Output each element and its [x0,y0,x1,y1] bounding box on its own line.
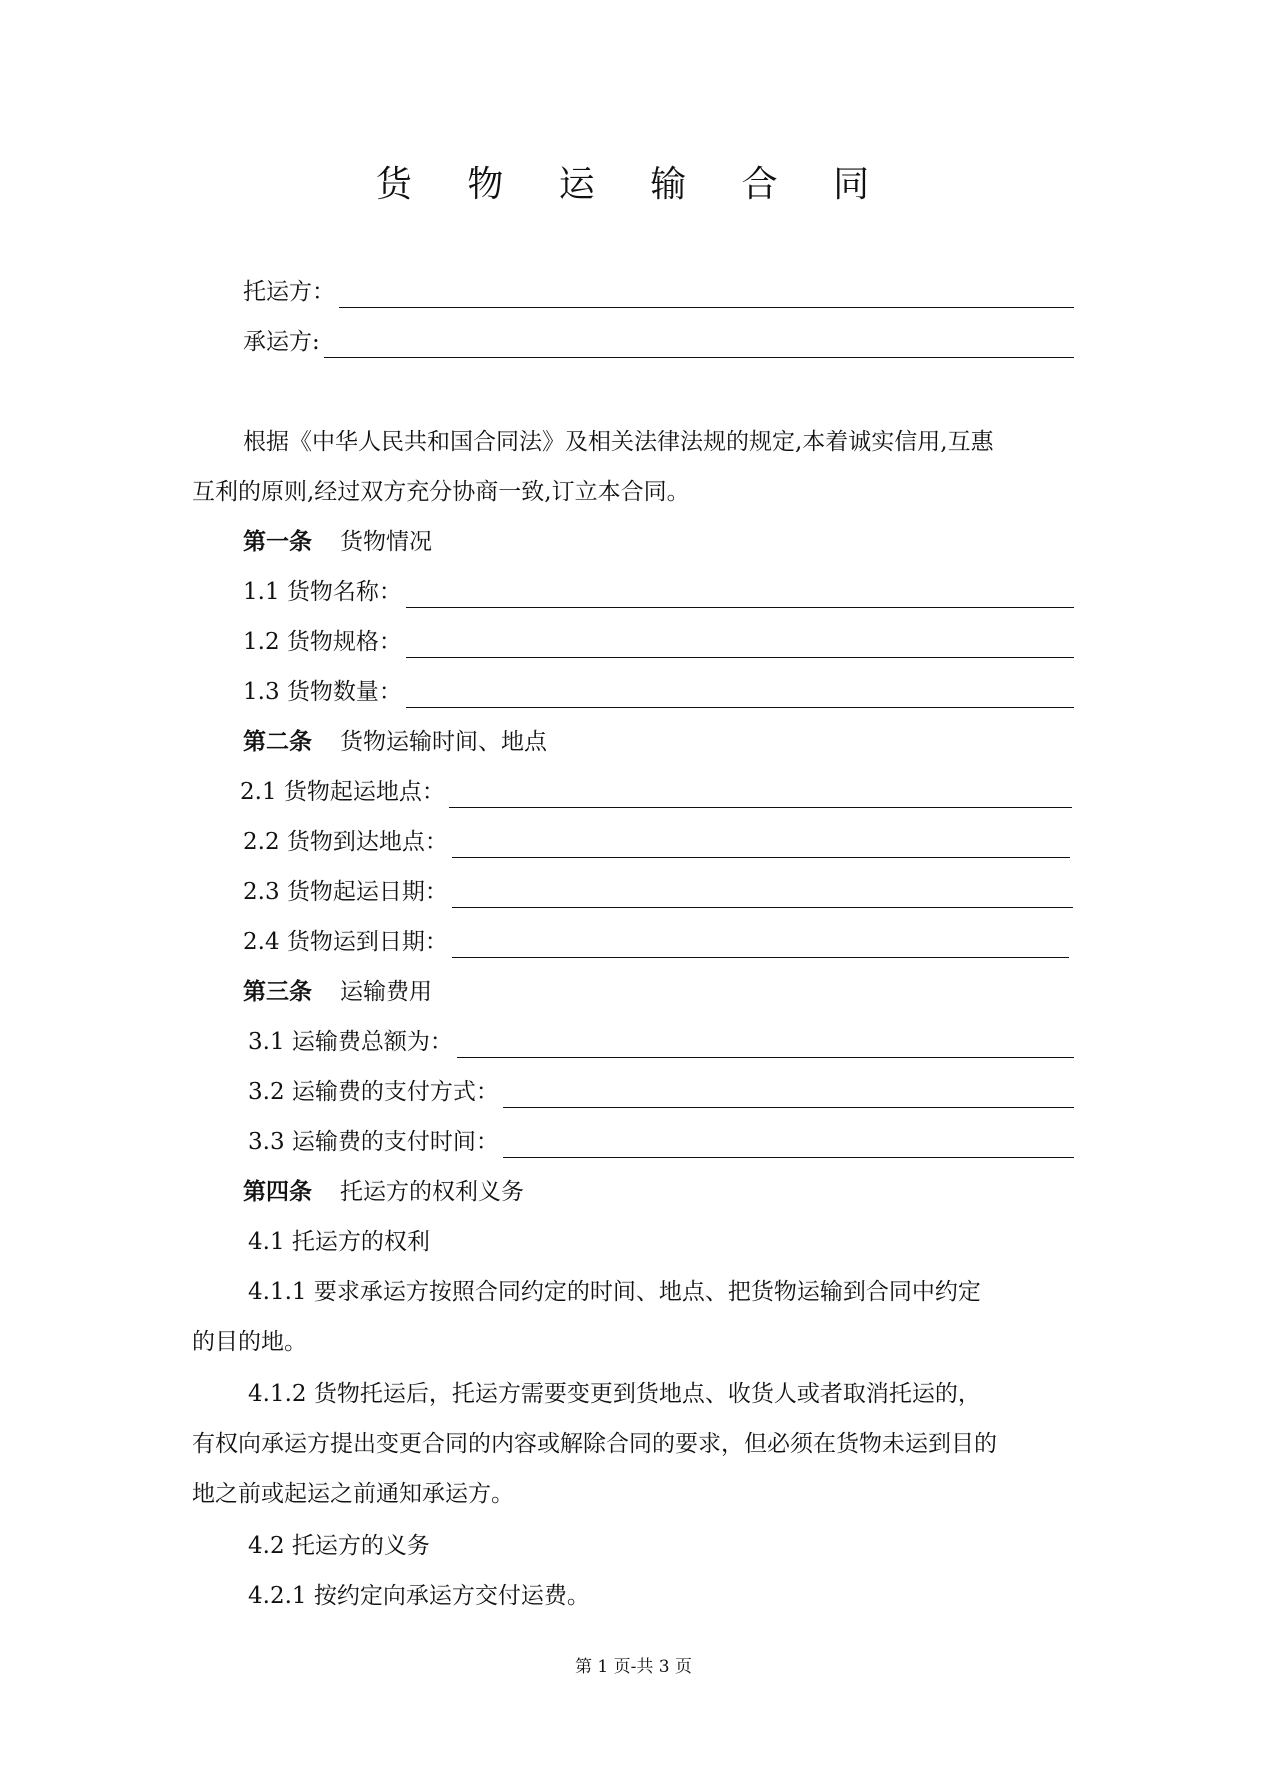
arrival-date-field[interactable] [243,926,1069,958]
payment-method-label: 3.2 运输费的支付方式： [248,1079,499,1105]
payment-time-field[interactable] [248,1126,1074,1158]
carrier-blank[interactable] [324,333,1074,358]
goods-quantity-field[interactable] [243,676,1074,708]
clause-4-1-1-line-1: 4.1.1 要求承运方按照合同约定的时间、地点、把货物运输到合同中约定 [248,1279,981,1305]
shipper-blank[interactable] [339,283,1074,308]
arrival-place-blank[interactable] [452,833,1070,858]
clause-4-1-2-line-3: 地之前或起运之前通知承运方。 [192,1481,514,1507]
payment-method-blank[interactable] [503,1083,1074,1108]
article-4-title: 托运方的权利义务 [340,1179,524,1205]
goods-name-label: 1.1 货物名称： [243,579,402,605]
carrier-label: 承运方: [243,329,320,355]
arrival-place-label: 2.2 货物到达地点： [243,829,448,855]
page-footer: 第 1 页-共 3 页 [575,1657,692,1677]
clause-4-1-2-line-2: 有权向承运方提出变更合同的内容或解除合同的要求，但必须在货物未运到目的 [192,1431,997,1457]
article-2-title: 货物运输时间、地点 [340,729,547,755]
section-4-2: 4.2 托运方的义务 [248,1533,430,1559]
article-1-number: 第一条 [243,529,312,555]
goods-spec-field[interactable] [243,626,1074,658]
carrier-field[interactable] [243,326,1074,358]
freight-total-field[interactable] [248,1026,1074,1058]
departure-place-blank[interactable] [449,783,1072,808]
arrival-place-field[interactable] [243,826,1070,858]
arrival-date-label: 2.4 货物运到日期： [243,929,448,955]
section-4-1: 4.1 托运方的权利 [248,1229,430,1255]
article-1-title: 货物情况 [340,529,432,555]
clause-4-1-2-line-1: 4.1.2 货物托运后，托运方需要变更到货地点、收货人或者取消托运的， [248,1381,981,1407]
article-3-heading [243,976,432,1008]
departure-place-field[interactable] [240,776,1072,808]
clause-4-2-1: 4.2.1 按约定向承运方交付运费。 [248,1583,590,1609]
arrival-date-blank[interactable] [452,933,1069,958]
article-2-heading [243,726,547,758]
freight-total-label: 3.1 运输费总额为： [248,1029,453,1055]
payment-time-blank[interactable] [503,1133,1074,1158]
goods-spec-label: 1.2 货物规格： [243,629,402,655]
payment-method-field[interactable] [248,1076,1074,1108]
goods-name-blank[interactable] [406,583,1074,608]
departure-date-label: 2.3 货物起运日期： [243,879,448,905]
payment-time-label: 3.3 运输费的支付时间： [248,1129,499,1155]
intro-line-1: 根据《中华人民共和国合同法》及相关法律法规的规定,本着诚实信用,互惠 [243,429,994,455]
article-3-title: 运输费用 [340,979,432,1005]
goods-name-field[interactable] [243,576,1074,608]
freight-total-blank[interactable] [457,1033,1074,1058]
article-2-number: 第二条 [243,729,312,755]
shipper-field[interactable] [243,276,1074,308]
goods-spec-blank[interactable] [406,633,1074,658]
departure-date-field[interactable] [243,876,1073,908]
shipper-label: 托运方： [243,279,335,305]
departure-date-blank[interactable] [452,883,1073,908]
intro-line-2: 互利的原则,经过双方充分协商一致,订立本合同。 [192,479,690,505]
article-3-number: 第三条 [243,979,312,1005]
clause-4-1-1-line-2: 的目的地。 [192,1329,307,1355]
article-4-number: 第四条 [243,1179,312,1205]
article-4-heading [243,1176,524,1208]
goods-quantity-blank[interactable] [406,683,1074,708]
document-title: 货 物 运 输 合 同 [375,164,892,205]
article-1-heading [243,526,432,558]
departure-place-label: 2.1 货物起运地点： [240,779,445,805]
goods-quantity-label: 1.3 货物数量： [243,679,402,705]
